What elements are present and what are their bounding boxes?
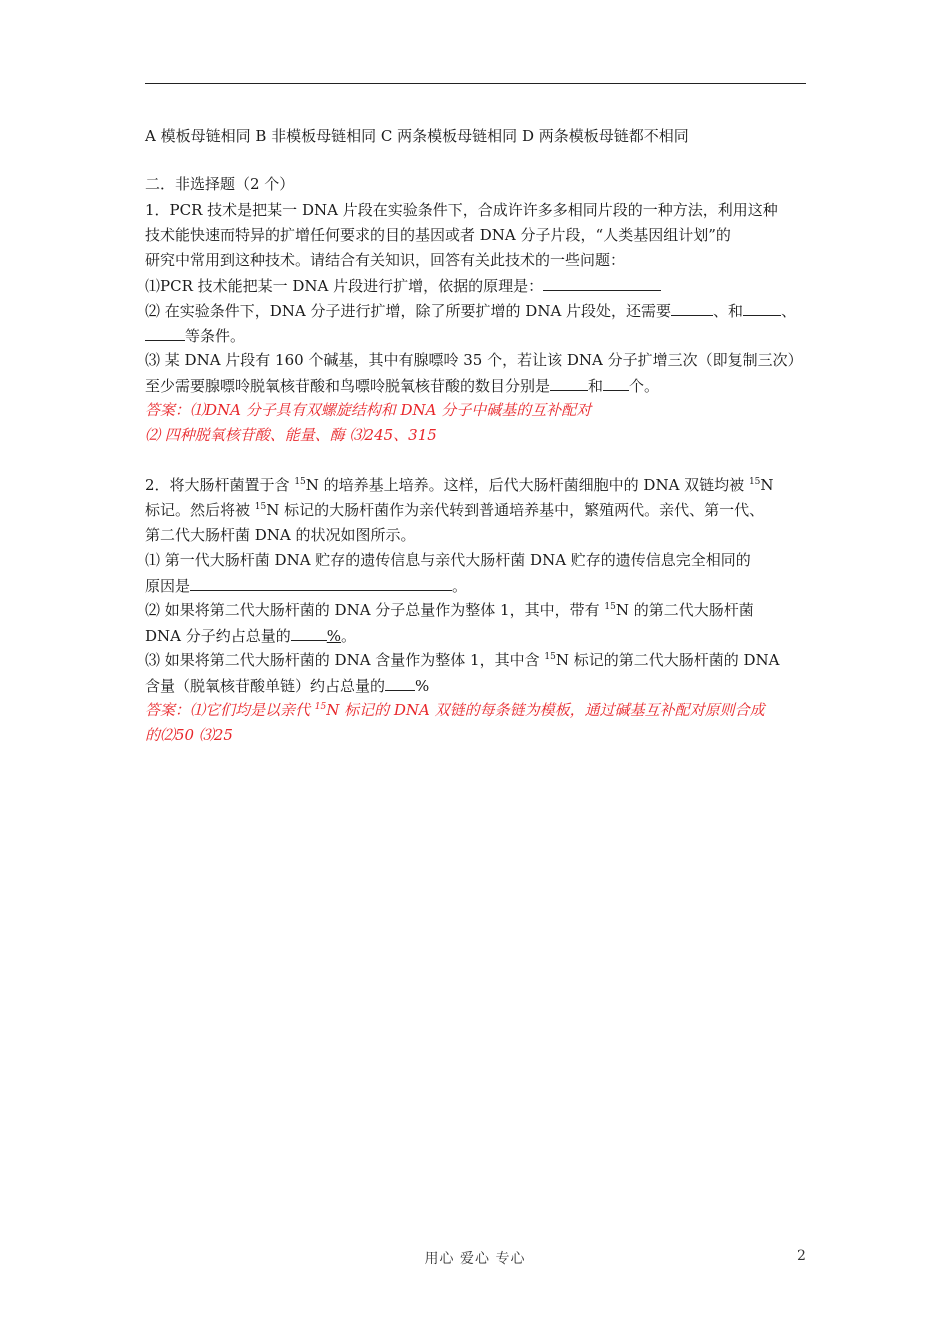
q1-part-2 [145,298,796,324]
answer-blank[interactable] [385,673,415,691]
q1-part-3-text: 至少需要腺嘌呤脱氧核苷酸和鸟嘌呤脱氧核苷酸的数目分别是 [145,377,551,395]
page-number: 2 [797,1248,806,1264]
q1-part-3-continued [145,373,659,399]
q1-part-2-end: 、 [781,302,797,320]
q2-part-3-text: ⑶ 如果将第二代大肠杆菌的 DNA 含量作为整体 1，其中含 [145,651,545,669]
q2-answer-text: N 标记的 DNA 双链的每条链为模板，通过碱基互补配对原则合成 [326,701,765,719]
header-rule [145,83,806,84]
q1-intro-line-3: 研究中常用到这种技术。请结合有关知识，回答有关此技术的一些问题： [145,251,626,269]
q1-intro-line-1: 1．PCR 技术是把某一 DNA 片段在实验条件下，合成许许多多相同片段的一种方法，利用这种 [145,201,778,219]
q2-part-1: ⑴ 第一代大肠杆菌 DNA 贮存的遗传信息与亲代大肠杆菌 DNA 贮存的遗传信息完全相同的 [145,551,751,569]
q2-part-1-end: 。 [452,577,468,595]
isotope-superscript: 15 [604,602,616,612]
isotope-superscript: 15 [314,702,327,712]
isotope-superscript: 15 [294,477,306,487]
q2-intro-text: 标记。然后将被 [145,501,255,519]
q2-part-2 [145,598,754,623]
q1-intro-line-2: 技术能快速而特异的扩增任何要求的目的基因或者 DNA 分子片段，“人类基因组计划”的 [145,226,731,244]
q1-part-3-end: 个。 [629,377,660,395]
isotope-superscript: 15 [544,652,556,662]
q2-answer-line-1 [145,698,765,723]
answer-blank[interactable] [743,298,781,316]
page-footer: 用心 爱心 专心 [424,1251,526,1267]
answer-blank[interactable] [190,573,452,591]
q2-part-2-continued [145,623,356,649]
q1-part-1-text: ⑴PCR 技术能把某一 DNA 片段进行扩增，依据的原理是： [145,277,544,295]
answer-blank[interactable] [603,373,629,391]
q2-intro-text: N 的培养基上培养。这样，后代大肠杆菌细胞中的 DNA 双链均被 [305,476,749,494]
section-title: 二．非选择题（2 个） [145,175,295,193]
q1-answer-line-1: 答案：⑴DNA 分子具有双螺旋结构和 DNA 分子中碱基的互补配对 [145,401,592,419]
q1-part-2-text: ⑵ 在实验条件下，DNA 分子进行扩增，除了所要扩增的 DNA 片段处，还需要 [145,302,672,320]
q1-part-1 [145,273,661,299]
answer-blank[interactable] [550,373,588,391]
q2-part-2-text: DNA 分子约占总量的 [145,627,291,645]
q2-part-1-text: 原因是 [145,577,191,595]
q2-part-2-text: N 的第二代大肠杆菌 [615,601,754,619]
answer-blank[interactable] [291,623,327,641]
q2-part-3-continued [145,673,429,699]
answer-blank[interactable] [671,298,713,316]
q2-part-2-text: ⑵ 如果将第二代大肠杆菌的 DNA 分子总量作为整体 1，其中，带有 [145,601,605,619]
q2-intro-line-3: 第二代大肠杆菌 DNA 的状况如图所示。 [145,526,416,544]
q2-part-1-continued [145,573,467,599]
q1-part-2-mid: 、和 [713,302,744,320]
q2-part-2-end: 。 [341,627,357,645]
answer-blank[interactable] [145,323,185,341]
q2-intro-text: 2．将大肠杆菌置于含 [145,476,295,494]
q2-part-3-text: N 标记的第二代大肠杆菌的 DNA [555,651,780,669]
percent-sign: % [326,627,342,645]
q1-part-3-and: 和 [588,377,604,395]
q2-part-3-text: 含量（脱氧核苷酸单链）约占总量的 [145,677,386,695]
answer-blank[interactable] [543,273,661,291]
percent-sign: % [415,677,430,695]
choice-options: A 模板母链相同 B 非模板母链相同 C 两条模板母链相同 D 两条模板母链都不相同 [145,127,689,145]
q1-part-2-tail: 等条件。 [185,327,246,345]
q2-intro-line-1 [145,473,774,498]
q2-intro-line-2 [145,498,764,523]
q2-answer-text: 答案：⑴它们均是以亲代 [145,701,315,719]
isotope-superscript: 15 [254,502,267,512]
q1-part-2-continued [145,323,245,349]
isotope-superscript: 15 [748,477,761,487]
q2-part-3 [145,648,779,673]
q2-intro-text: N 标记的大肠杆菌作为亲代转到普通培养基中，繁殖两代。亲代、第一代、 [266,501,765,519]
q1-part-3: ⑶ 某 DNA 片段有 160 个碱基，其中有腺嘌呤 35 个，若让该 DNA 分子扩增三次（即复制三次） [145,351,803,369]
q1-answer-line-2: ⑵ 四种脱氧核苷酸、能量、酶 ⑶245、315 [145,426,437,444]
q2-answer-line-2: 的⑵50 ⑶25 [145,726,233,744]
q2-intro-text: N [760,476,774,494]
